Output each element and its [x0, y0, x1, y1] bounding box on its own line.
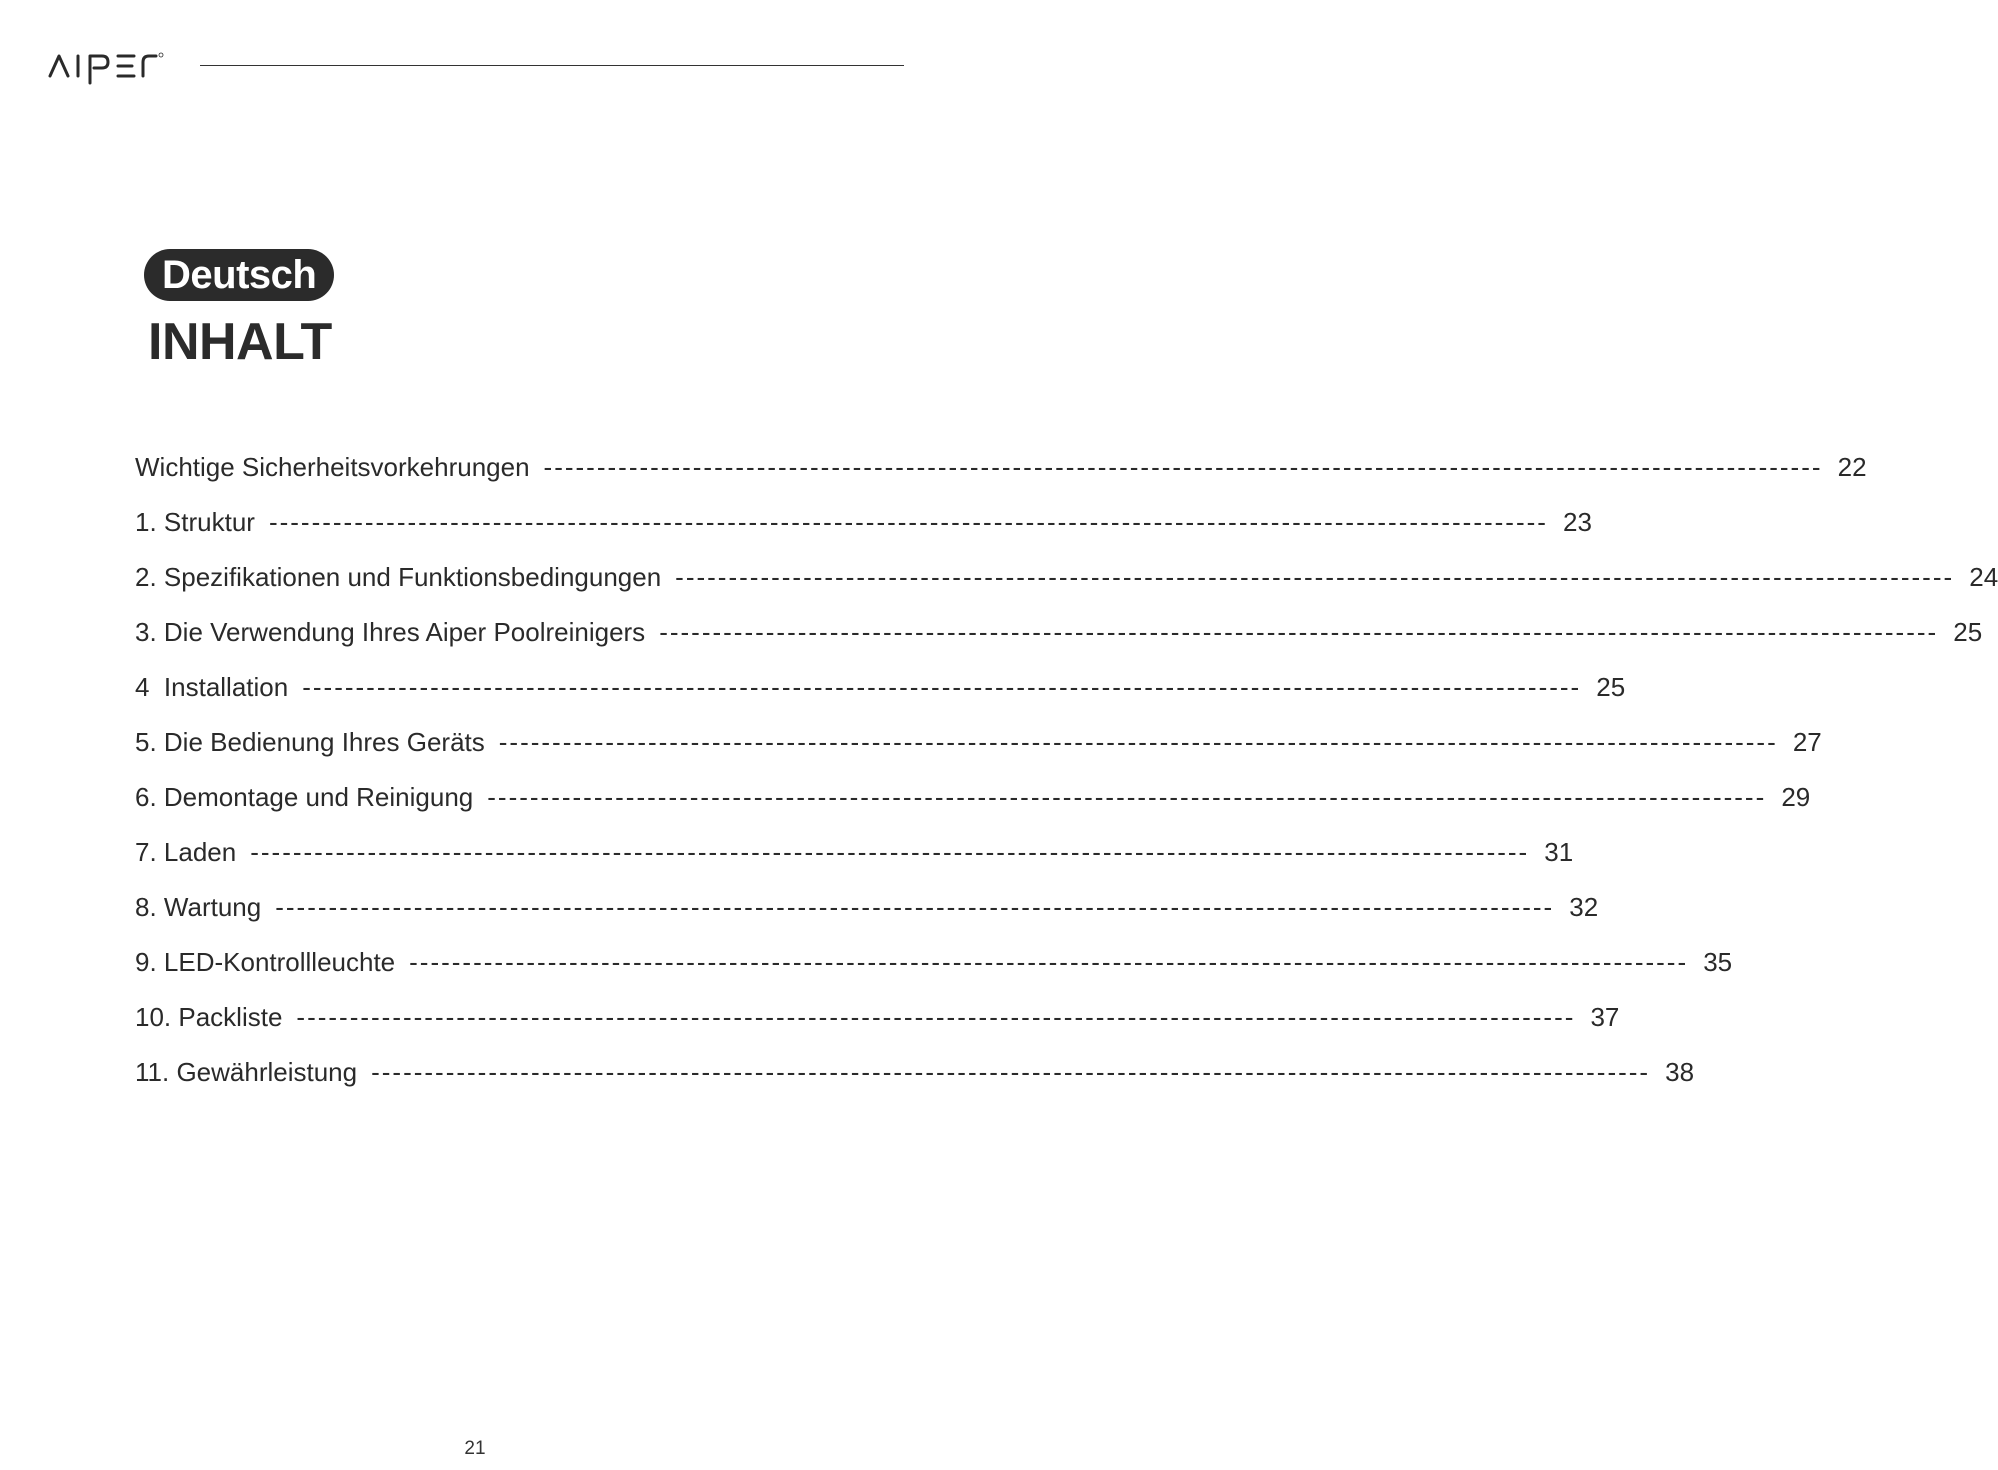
toc-entry[interactable]	[135, 1057, 1695, 1112]
toc-entry-page: 35	[1703, 947, 1733, 977]
toc-entry-page: 25	[1596, 672, 1626, 702]
toc-entry-page: 31	[1544, 837, 1574, 867]
aiper-logo	[48, 46, 188, 86]
toc-entry-page: 38	[1665, 1057, 1695, 1087]
toc-entry[interactable]	[135, 892, 1599, 947]
toc-entry[interactable]	[135, 562, 1998, 617]
toc-entry-page: 37	[1590, 1002, 1620, 1032]
toc-leader: ------------------------------------------------------------------------------------------------------------------------	[675, 562, 1955, 592]
toc-entry-page: 24	[1969, 562, 1998, 592]
toc-entry[interactable]	[135, 782, 1811, 837]
toc-entry[interactable]	[135, 837, 1574, 892]
header-divider	[200, 65, 904, 66]
toc-entry-title: 1. Struktur	[135, 507, 255, 537]
toc-entry[interactable]	[135, 727, 1822, 782]
toc-entry-page: 25	[1953, 617, 1983, 647]
toc-entry-title: 5. Die Bedienung Ihres Geräts	[135, 727, 485, 757]
page-number: 21	[464, 1438, 486, 1459]
toc-entry-title: 9. LED-Kontrollleuchte	[135, 947, 396, 977]
toc-entry-title: 6. Demontage und Reinigung	[135, 782, 474, 812]
toc-entry-page: 22	[1837, 452, 1867, 482]
toc-leader: ------------------------------------------------------------------------------------------------------------------------	[275, 892, 1555, 922]
toc-entry-title: Wichtige Sicherheitsvorkehrungen	[135, 452, 530, 482]
toc-entry-title: 10. Packliste	[135, 1002, 283, 1032]
toc-entry-title: 3. Die Verwendung Ihres Aiper Poolreinigers	[135, 617, 646, 647]
toc-entry-page: 27	[1792, 727, 1822, 757]
toc-entry-title: 7. Laden	[135, 837, 237, 867]
toc-entry[interactable]	[135, 672, 1626, 727]
toc-entry[interactable]	[135, 452, 1867, 507]
toc-leader: ------------------------------------------------------------------------------------------------------------------------	[543, 452, 1823, 482]
toc-leader: ------------------------------------------------------------------------------------------------------------------------	[498, 727, 1778, 757]
toc-entry-title: 8. Wartung	[135, 892, 262, 922]
toc-entry[interactable]	[135, 947, 1733, 1002]
table-of-contents	[135, 452, 1998, 1112]
toc-leader: ------------------------------------------------------------------------------------------------------------------------	[409, 947, 1689, 977]
toc-entry[interactable]	[135, 507, 1592, 562]
toc-entry-title: 11. Gewährleistung	[135, 1057, 358, 1087]
toc-entry-page: 29	[1781, 782, 1811, 812]
toc-leader: ------------------------------------------------------------------------------------------------------------------------	[371, 1057, 1651, 1087]
toc-entry[interactable]	[135, 617, 1983, 672]
toc-entry-title: 4 Installation	[135, 672, 289, 702]
toc-entry-title: 2. Spezifikationen und Funktionsbedingungen	[135, 562, 662, 592]
toc-leader: ------------------------------------------------------------------------------------------------------------------------	[250, 837, 1530, 867]
toc-leader: ------------------------------------------------------------------------------------------------------------------------	[268, 507, 1548, 537]
toc-leader: ------------------------------------------------------------------------------------------------------------------------	[659, 617, 1939, 647]
toc-entry-page: 23	[1563, 507, 1592, 537]
toc-leader: ------------------------------------------------------------------------------------------------------------------------	[487, 782, 1767, 812]
language-badge: Deutsch	[144, 249, 334, 301]
toc-entry[interactable]	[135, 1002, 1620, 1057]
page-header	[48, 46, 904, 86]
toc-leader: ------------------------------------------------------------------------------------------------------------------------	[296, 1002, 1576, 1032]
toc-entry-page: 32	[1569, 892, 1599, 922]
page-title: INHALT	[148, 313, 332, 371]
toc-leader: ------------------------------------------------------------------------------------------------------------------------	[302, 672, 1582, 702]
